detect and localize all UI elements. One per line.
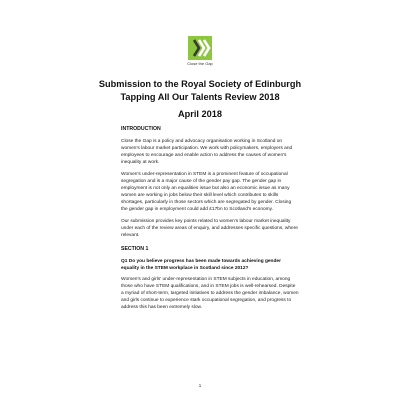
document-body [121,126,299,316]
section-1-question: Q1 Do you believe progress has been made towards achieving gender equality in the STEM workplace in Scotland since 2012? [121,259,281,271]
title-line-2: Tapping All Our Talents Review 2018 [120,92,280,102]
introduction-heading: INTRODUCTION [121,126,161,132]
introduction-paragraph-1: Close the Gap is a policy and advocacy organisation working in Scotland on women's labour market participation. We work with policymakers, employers and employees to encourage and enable action to address the causes of women's inequality at work. [121,139,293,165]
logo-text: Close the Gap [187,61,213,66]
introduction-paragraph-3: Our submission provides key points related to women's labour market inequality under each of the review areas of enquiry, and addresses specific questions, where relevant. [121,219,298,238]
close-the-gap-logo-icon [188,36,212,60]
title-date: April 2018 [178,109,222,119]
introduction-paragraph-2: Women's under-representation in STEM is a prominent feature of occupational segregation and is a major cause of the gender pay gap. The gender gap in employment is not only an equalities issue but also an economic issue as many women are working in jobs below their skill level which contributes to skills shortages, particularly in those sectors which are segregated by gender. Closing the gender gap in employment could add £17bn to Scotland's economy. [121,172,292,212]
title-line-1: Submission to the Royal Society of Edinburgh [98,79,302,89]
page-number: 1 [198,383,202,388]
document-title [0,78,400,121]
section-1-paragraph-1: Women's and girls' under-representation in STEM subjects in education, among those who have STEM qualifications, and in STEM jobs is well-rehearsed. Despite a myriad of short-term, targeted initiatives to address the gender imbalance, women and girls continue to experience stark occupational segregation, and progress to address this has been extremely slow. [121,277,299,310]
section-1-heading: SECTION 1 [121,246,149,252]
logo [183,36,217,66]
